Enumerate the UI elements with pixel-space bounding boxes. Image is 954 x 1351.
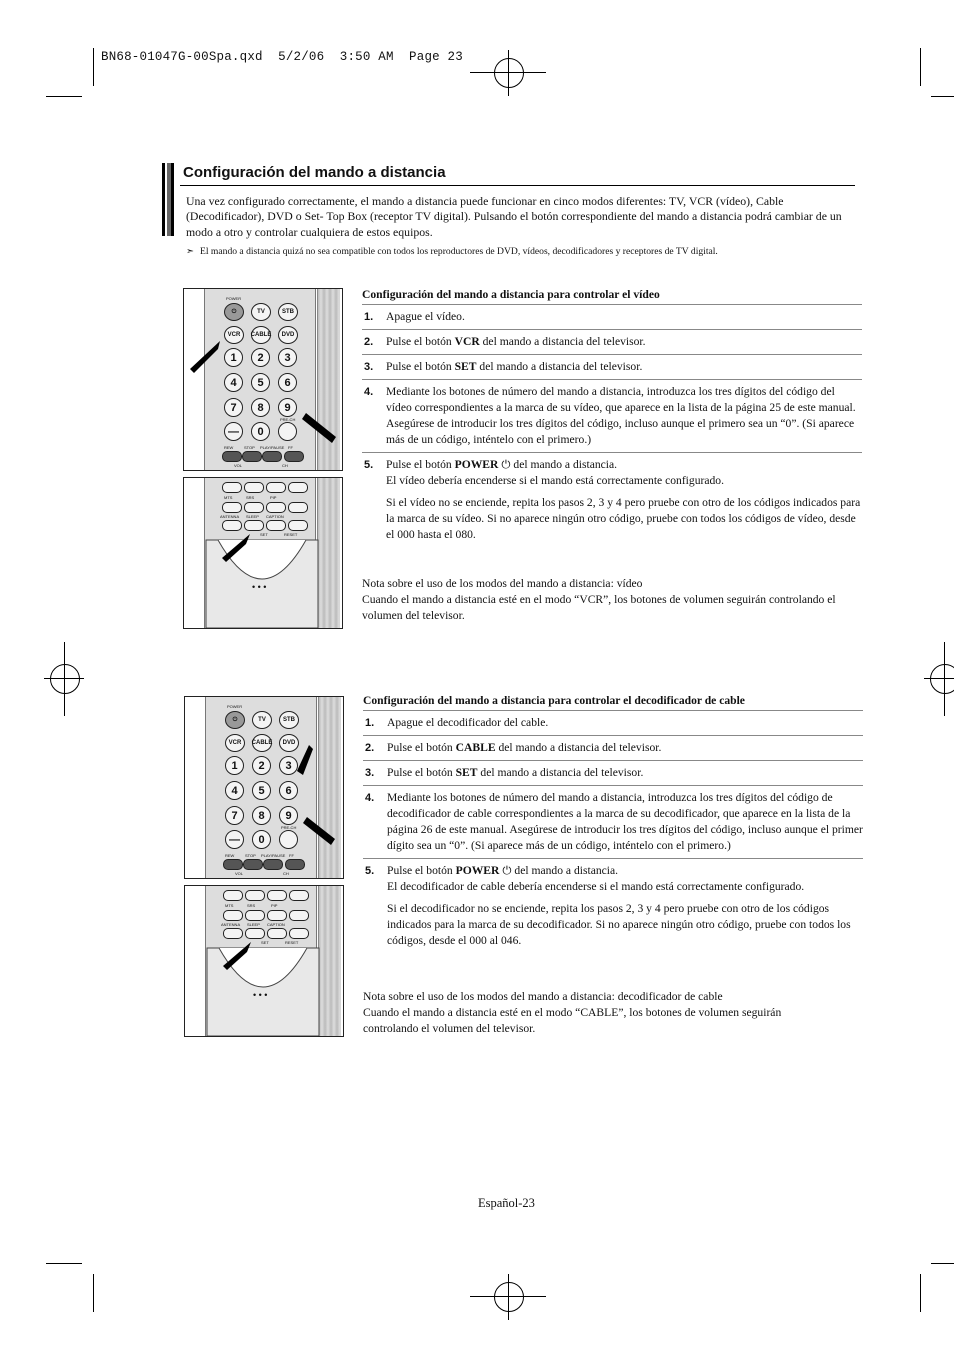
digit-2-illustration: 2 [251, 348, 270, 367]
cable-subhead: Configuración del mando a distancia para controlar el decodificador de cable [363, 694, 745, 707]
cable-retry: Si el decodificador no se enciende, repita los pasos 2, 3 y 4 pero pruebe con otro de los códigos indicados para la marca de su decodificador. Si no aparece ningún otro código, pruebe con todos los códigos, desde el 000 al 046. [387, 902, 851, 947]
digit-3-illustration: 3 [279, 756, 298, 775]
vcr-step: 4. Mediante los botones de número del mando a distancia, introduzca los tres dígitos del código del vídeo correspondientes a la marca de su vídeo, que aparece en la lista de la página 25 de este manual. Asegúrese de introducir los tres dígitos del código, incluso aunque el primero sea un “0”. (Si aparece más de un código, inténtelo con el primero.) [362, 379, 862, 452]
vcr-subhead: Configuración del mando a distancia para controlar el vídeo [362, 288, 660, 301]
play-label: PLAY/PAUSE [261, 853, 286, 858]
file-slug: BN68-01047G-00Spa.qxd 5/2/06 3:50 AM Page 23 [101, 50, 463, 64]
stop-label: STOP [245, 853, 256, 858]
title-rule [180, 185, 855, 186]
remote-cover-outline [185, 886, 343, 1036]
power-icon: ⏻ [502, 864, 512, 877]
tv-button-illustration: TV [252, 711, 272, 729]
cable-button-illustration: CABLE [251, 326, 271, 344]
power-label: POWER [226, 296, 242, 301]
rew-label: REW [224, 445, 234, 450]
set-label: SET [261, 940, 269, 945]
digit-6-illustration: 6 [278, 373, 297, 392]
ch-label: CH [282, 463, 288, 468]
vcr-note-title: Nota sobre el uso de los modos del mando a distancia: vídeo [362, 577, 643, 590]
crop-mark [920, 48, 921, 86]
antenna-label: ANTENNA [220, 514, 240, 519]
digit-5-illustration: 5 [251, 373, 270, 392]
cable-step: 1. Apague el decodificador del cable. [363, 710, 863, 735]
crop-mark [93, 48, 94, 86]
dvd-button-illustration: DVD [279, 734, 299, 752]
caption-label: CAPTION [267, 922, 285, 927]
vol-label: VOL [234, 463, 243, 468]
cable-section [363, 694, 863, 953]
ff-label: FF [289, 853, 294, 858]
set-label: SET [260, 532, 268, 537]
vcr-note [362, 576, 857, 624]
dvd-button-illustration: DVD [278, 326, 298, 344]
digit-1-illustration: 1 [224, 348, 243, 367]
power-button-illustration: ⏻ [225, 711, 245, 729]
digit-0-illustration: 0 [251, 422, 270, 441]
stb-button-illustration: STB [278, 303, 298, 321]
dash-button-illustration: — [224, 422, 243, 441]
crop-mark [93, 1274, 94, 1312]
digit-9-illustration: 9 [278, 398, 297, 417]
pointer-arrows [185, 697, 343, 878]
cable-step: 5. Pulse el botón POWER ⏻ del mando a distancia. El decodificador de cable debería encenderse si el mando está correctamente configurado. Si el decodificador no se enciende, repita los pasos 2, 3 y 4 pero pruebe con otro de los códigos indicados para la marca de su decodificador. Si no aparece ningún otro código, pruebe con todos los códigos, desde el 000 al 046. [363, 858, 863, 953]
digit-3-illustration: 3 [278, 348, 297, 367]
vcr-button-illustration: VCR [225, 734, 245, 752]
pip-label: PIP [271, 903, 278, 908]
crop-mark [931, 1263, 954, 1264]
note-arrow-icon: ➣ [186, 246, 195, 257]
digit-8-illustration: 8 [251, 398, 270, 417]
remote-illustration-bottom [184, 885, 344, 1037]
vcr-section [362, 288, 862, 547]
cable-step: 2. Pulse el botón CABLE del mando a distancia del televisor. [363, 735, 863, 760]
digit-1-illustration: 1 [225, 756, 244, 775]
crop-mark [46, 1263, 82, 1264]
stb-button-illustration: STB [279, 711, 299, 729]
vcr-step: 1. Apague el vídeo. [362, 304, 862, 329]
digit-6-illustration: 6 [279, 781, 298, 800]
title-bar-decoration [162, 163, 174, 236]
vcr-steps [362, 304, 862, 547]
prech-label: PRE-CH [281, 825, 297, 830]
crop-mark [46, 96, 82, 97]
ir-dots: • • • [252, 582, 267, 592]
power-icon: ⏻ [501, 458, 511, 471]
pointer-arrows [184, 289, 342, 470]
vol-label: VOL [235, 871, 244, 876]
compatibility-note [186, 246, 718, 257]
ff-label: FF [288, 445, 293, 450]
vcr-step: 5. Pulse el botón POWER ⏻ del mando a distancia. El vídeo debería encenderse si el mando está correctamente configurado. Si el vídeo no se enciende, repita los pasos 2, 3 y 4 pero pruebe con otro de los códigos indicados para la marca de su vídeo. Si no aparece ningún otro código, pruebe con todos los códigos de vídeo, desde el 000 hasta el 080. [362, 452, 862, 547]
digit-4-illustration: 4 [224, 373, 243, 392]
rew-label: REW [225, 853, 235, 858]
intro-paragraph: Una vez configurado correctamente, el mando a distancia puede funcionar en cinco modos diferentes: TV, VCR (vídeo), Cable (Decodificador), DVD o Set- Top Box (receptor TV digital). Pulsando el botón correspondiente del mando a distancia podrá cambiar de un modo a otro y controlar cualquiera de estos equipos. [186, 194, 842, 239]
remote-illustration-top [183, 288, 343, 471]
cable-note-title: Nota sobre el uso de los modos del mando a distancia: decodificador de cable [363, 990, 723, 1003]
cable-steps [363, 710, 863, 953]
cable-note [363, 989, 823, 1037]
digit-7-illustration: 7 [225, 806, 244, 825]
power-button-illustration: ⏻ [224, 303, 244, 321]
note-text: El mando a distancia quizá no sea compatible con todos los reproductores de DVD, vídeos, decodificadores y receptores de TV digital. [200, 246, 718, 257]
remote-illustration-top [184, 696, 344, 879]
ch-label: CH [283, 871, 289, 876]
digit-2-illustration: 2 [252, 756, 271, 775]
digit-0-illustration: 0 [252, 830, 271, 849]
cable-button-illustration: CABLE [252, 734, 272, 752]
cable-note-body: Cuando el mando a distancia esté en el modo “CABLE”, los botones de volumen seguirán controlando el volumen del televisor. [363, 1006, 782, 1035]
play-label: PLAY/PAUSE [260, 445, 285, 450]
sleep-label: SLEEP [246, 514, 259, 519]
power-label: POWER [227, 704, 243, 709]
mts-label: MTS [225, 903, 234, 908]
prech-label: PRE-CH [280, 417, 296, 422]
section-title: Configuración del mando a distancia [183, 164, 446, 181]
srs-label: SRS [246, 495, 255, 500]
remote-illustration-bottom [183, 477, 343, 629]
cable-step: 3. Pulse el botón SET del mando a distancia del televisor. [363, 760, 863, 785]
crop-mark [920, 1274, 921, 1312]
vcr-step: 2. Pulse el botón VCR del mando a distancia del televisor. [362, 329, 862, 354]
digit-4-illustration: 4 [225, 781, 244, 800]
pip-label: PIP [270, 495, 277, 500]
digit-8-illustration: 8 [252, 806, 271, 825]
reset-label: RESET [284, 532, 298, 537]
vcr-note-body: Cuando el mando a distancia esté en el modo “VCR”, los botones de volumen seguirán controlando el volumen del televisor. [362, 593, 836, 622]
dash-button-illustration: — [225, 830, 244, 849]
cable-step: 4. Mediante los botones de número del mando a distancia, introduzca los tres dígitos del código de decodificador de cable correspondientes a la marca de su decodificador, que aparece en la lista de la página 26 de este manual. Asegúrese de introducir los tres dígitos del código, incluso aunque el primer dígito sea un “0”. (Si aparece más de un código, inténtelo con el primero.) [363, 785, 863, 858]
crop-mark [931, 96, 954, 97]
digit-9-illustration: 9 [279, 806, 298, 825]
tv-button-illustration: TV [251, 303, 271, 321]
ir-dots: • • • [253, 990, 268, 1000]
caption-label: CAPTION [266, 514, 284, 519]
mts-label: MTS [224, 495, 233, 500]
digit-5-illustration: 5 [252, 781, 271, 800]
sleep-label: SLEEP [247, 922, 260, 927]
digit-7-illustration: 7 [224, 398, 243, 417]
vcr-retry: Si el vídeo no se enciende, repita los pasos 2, 3 y 4 pero pruebe con otro de los códigos indicados para la marca de su vídeo. Si no aparece ningún otro código, pruebe con todos los códigos de vídeo, desde el 000 hasta el 080. [386, 496, 861, 541]
antenna-label: ANTENNA [221, 922, 241, 927]
reset-label: RESET [285, 940, 299, 945]
page-number: Español-23 [478, 1196, 535, 1210]
vcr-button-illustration: VCR [224, 326, 244, 344]
stop-label: STOP [244, 445, 255, 450]
vcr-step: 3. Pulse el botón SET del mando a distancia del televisor. [362, 354, 862, 379]
remote-cover-outline [184, 478, 342, 628]
srs-label: SRS [247, 903, 256, 908]
